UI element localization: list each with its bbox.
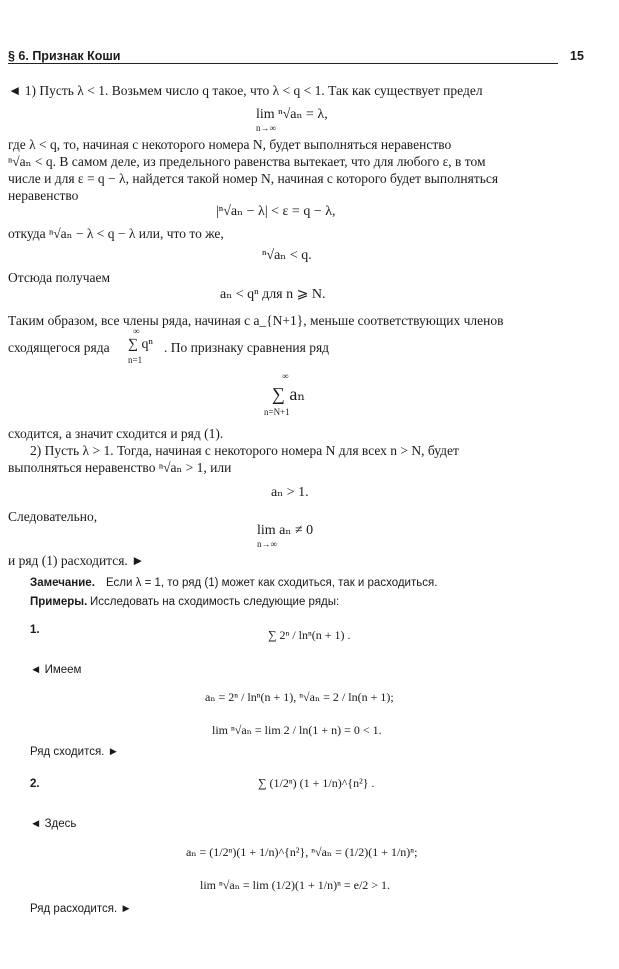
- example2-formula-b: lim ⁿ√aₙ = lim (1/2)(1 + 1/n)ⁿ = e/2 > 1.: [200, 878, 391, 892]
- examples-label: Примеры.: [30, 596, 88, 608]
- example2-number: 2.: [30, 778, 40, 790]
- sum-upper-limit: ∞: [133, 326, 140, 336]
- proof1-formula2: |ⁿ√aₙ − λ| < ε = q − λ,: [216, 204, 336, 219]
- page-number: 15: [570, 49, 584, 63]
- proof1-line7: Отсюда получаем: [8, 270, 111, 285]
- sum2-lower-limit: n=N+1: [264, 407, 290, 417]
- example1-intro: ◄ Имеем: [30, 664, 82, 676]
- example1-formula-a: aₙ = 2ⁿ / lnⁿ(n + 1), ⁿ√aₙ = 2 / ln(n + 1);: [205, 690, 394, 704]
- remark-text: Если λ = 1, то ряд (1) может как сходиться, так и расходиться.: [106, 577, 438, 589]
- proof2-line2: выполняться неравенство ⁿ√aₙ > 1, или: [8, 460, 232, 475]
- proof1-formula1: lim ⁿ√aₙ = λ,: [256, 107, 328, 122]
- sum-a-n: ∑ aₙ: [272, 384, 306, 404]
- header-rule: [8, 63, 558, 64]
- proof1-line8: Таким образом, все члены ряда, начиная с a_{N+1}, меньше соответствующих членов: [8, 313, 504, 328]
- example2-intro: ◄ Здесь: [30, 818, 77, 830]
- proof1-line5: неравенство: [8, 188, 79, 203]
- sum2-upper-limit: ∞: [282, 371, 289, 381]
- proof2-line1: 2) Пусть λ > 1. Тогда, начиная с некоторого номера N для всех n > N, будет: [30, 443, 459, 458]
- proof1-line4: числе и для ε = q − λ, найдется такой номер N, начиная с которого будет выполняться: [8, 171, 499, 186]
- examples-text: Исследовать на сходимость следующие ряды:: [90, 596, 340, 608]
- example1-series: ∑ 2ⁿ / lnⁿ(n + 1) .: [268, 628, 351, 642]
- proof1-line3: ⁿ√aₙ < q. В самом деле, из предельного равенства вытекает, что для любого ε, в том: [8, 154, 486, 169]
- remark-label: Замечание.: [30, 577, 95, 589]
- proof1-line9-a: сходящегося ряда: [8, 340, 110, 355]
- example1-formula-b: lim ⁿ√aₙ = lim 2 / ln(1 + n) = 0 < 1.: [212, 723, 382, 737]
- proof2-formula2: lim aₙ ≠ 0: [257, 523, 314, 538]
- proof2-line3: Следовательно,: [8, 509, 98, 524]
- example1-number: 1.: [30, 624, 40, 636]
- proof1-line10: сходится, а значит сходится и ряд (1).: [8, 426, 224, 441]
- section-title: § 6. Признак Коши: [8, 49, 121, 63]
- example2-conclusion: Ряд расходится. ►: [30, 903, 132, 915]
- sum-q-n: ∑ qⁿ: [128, 337, 153, 352]
- proof1-line2: где λ < q, то, начиная с некоторого номера N, будет выполняться неравенство: [8, 137, 452, 152]
- proof1-formula1-sub: n→∞: [256, 123, 276, 133]
- proof2-formula2-sub: n→∞: [257, 539, 277, 549]
- proof1-line9-b: . По признаку сравнения ряд: [164, 340, 330, 355]
- sum-lower-limit: n=1: [128, 355, 143, 365]
- proof1-formula4: aₙ < qⁿ для n ⩾ N.: [220, 287, 326, 302]
- example1-conclusion: Ряд сходится. ►: [30, 746, 119, 758]
- proof1-formula3: ⁿ√aₙ < q.: [262, 248, 312, 263]
- proof2-formula1: aₙ > 1.: [271, 485, 309, 500]
- proof1-line1: ◄ 1) Пусть λ < 1. Возьмем число q такое, что λ < q < 1. Так как существует предел: [8, 83, 483, 98]
- proof1-line6: откуда ⁿ√aₙ − λ < q − λ или, что то же,: [8, 226, 224, 241]
- example2-formula-a: aₙ = (1/2ⁿ)(1 + 1/n)^{n²}, ⁿ√aₙ = (1/2)(1 + 1/n)ⁿ;: [186, 845, 418, 859]
- example2-series: ∑ (1/2ⁿ) (1 + 1/n)^{n²} .: [258, 776, 375, 790]
- proof2-line4: и ряд (1) расходится. ►: [8, 553, 145, 568]
